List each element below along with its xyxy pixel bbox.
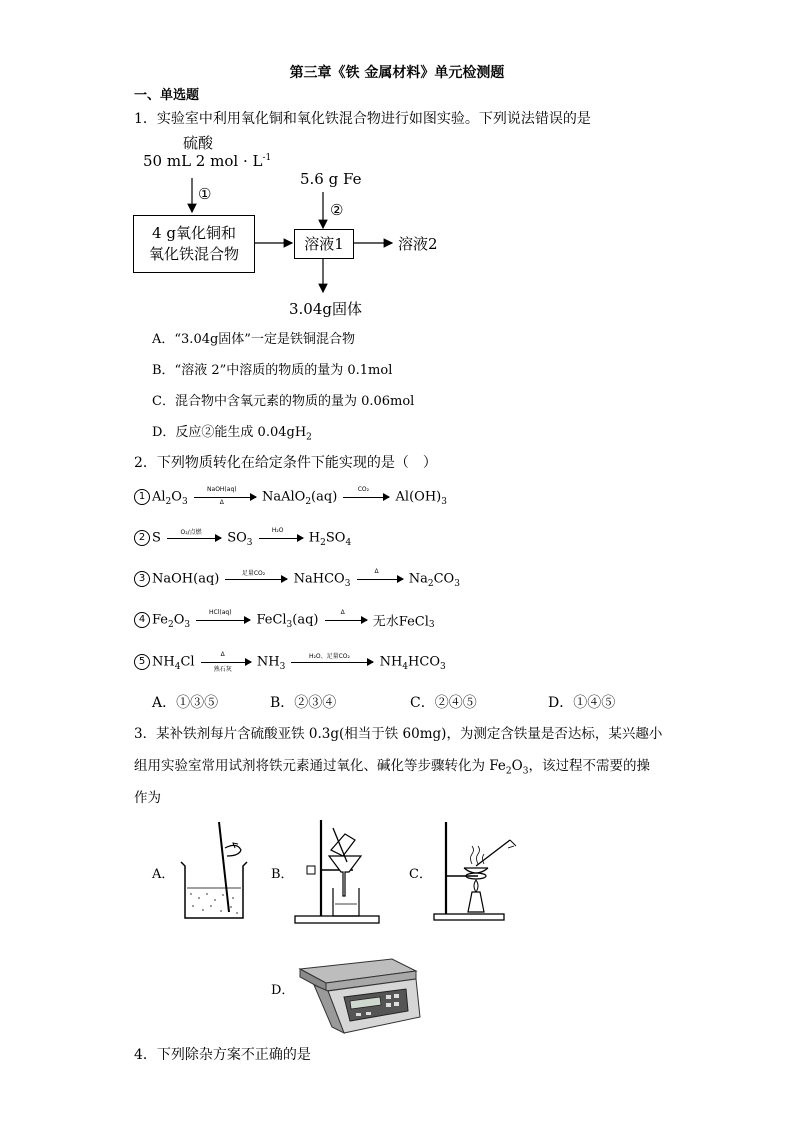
reaction-2: 2 S O₂/点燃 $SO_3$ H₂O $H_2SO_4$ xyxy=(134,528,351,550)
reaction-5-number: 5 xyxy=(134,654,150,670)
q2-choice-c: C．②④⑤ xyxy=(410,695,477,711)
filtration-illustration xyxy=(293,818,383,928)
solution1-box: 溶液1 xyxy=(294,229,354,259)
reaction-1-arrow-1: NaOH(aq) Δ xyxy=(194,487,256,507)
diagram-arrows xyxy=(0,0,794,330)
solid-label: 3.04g固体 xyxy=(289,300,363,318)
reagent1-amount: 50 mL 2 mol · $L^{-1}$ xyxy=(143,152,272,170)
reaction-4: 4 $Fe_2O_3$ HCl(aq) FeCl$_3$(aq) Δ 无水FeCl$_3$ xyxy=(134,610,435,632)
reaction-3-arrow-2: Δ xyxy=(357,569,403,589)
question-1-stem: 1．实验室中利用氧化铜和氧化铁混合物进行如图实验。下列说法错误的是 xyxy=(134,111,591,127)
q3-label-d: D． xyxy=(271,983,295,998)
page-title: 第三章《铁 金属材料》单元检测题 xyxy=(289,65,505,81)
q2-choice-d: D．①④⑤ xyxy=(548,695,616,711)
question-4-stem: 4．下列除杂方案不正确的是 xyxy=(134,1047,311,1063)
reaction-1-arrow-2: CO₂ xyxy=(343,487,389,507)
electronic-balance-illustration xyxy=(292,955,422,1037)
step2-marker: ② xyxy=(330,201,344,219)
q1-option-b: B．“溶液 2”中溶质的物质的量为 0.1mol xyxy=(152,363,393,378)
reaction-5-arrow-1: Δ 熟石灰 xyxy=(201,652,251,672)
q2-choice-b: B．②③④ xyxy=(270,695,337,711)
reaction-4-arrow-2: Δ xyxy=(325,610,367,630)
reaction-4-number: 4 xyxy=(134,612,150,628)
question-3-line3: 作为 xyxy=(134,790,161,806)
mixture-box xyxy=(133,215,255,273)
q1-option-c: C．混合物中含氧元素的物质的量为 0.06mol xyxy=(152,394,415,409)
reaction-4-arrow-1: HCl(aq) xyxy=(196,610,250,630)
reaction-1: 1 $Al_2O_3$ NaOH(aq) Δ NaAlO$_2$(aq) CO₂ $Al(OH)_3$ xyxy=(134,487,447,509)
question-2-stem: 2．下列物质转化在给定条件下能实现的是（ ） xyxy=(134,455,437,471)
q1-option-d: D．反应②能生成 $0.04gH_2$ xyxy=(152,425,312,443)
solution2-label: 溶液2 xyxy=(398,235,438,253)
mixture-box-line1: 4 g氧化铜和 xyxy=(152,224,236,242)
evaporation-illustration xyxy=(432,818,522,928)
reaction-3: 3 NaOH(aq) 足量CO₂ NaHCO$_3$ Δ $Na_2CO_3$ xyxy=(134,569,460,591)
reaction-3-arrow-1: 足量CO₂ xyxy=(225,569,287,589)
q1-option-a: A．“3.04g固体”一定是铁铜混合物 xyxy=(152,332,355,347)
q3-label-c: C． xyxy=(409,867,432,882)
reaction-5: 5 $NH_4Cl$ Δ 熟石灰 $NH_3$ H₂O、足量CO₂ $NH_4HCO_3$ xyxy=(134,652,446,674)
q3-label-b: B． xyxy=(271,867,294,882)
reagent2-label: 5.6 g Fe xyxy=(300,170,362,188)
section-heading: 一、单选题 xyxy=(134,88,200,103)
reagent1-name: 硫酸 xyxy=(183,134,214,152)
beaker-stirring-illustration xyxy=(175,818,255,928)
reaction-5-arrow-2: H₂O、足量CO₂ xyxy=(291,652,373,672)
question-3-line2: 组用实验室常用试剂将铁元素通过氧化、碱化等步骤转化为 $Fe_2O_3$，该过程不需要的操 xyxy=(134,758,650,777)
reaction-2-arrow-2: H₂O xyxy=(259,528,303,548)
q3-label-a: A． xyxy=(152,867,175,882)
q2-choice-a: A．①③⑤ xyxy=(152,695,219,711)
reaction-2-arrow-1: O₂/点燃 xyxy=(167,528,221,548)
reaction-3-number: 3 xyxy=(134,571,150,587)
step1-marker: ① xyxy=(198,185,212,203)
question-3-line1: 3．某补铁剂每片含硫酸亚铁 0.3g(相当于铁 60mg)，为测定含铁量是否达标，某兴趣小 xyxy=(134,726,663,742)
reaction-2-number: 2 xyxy=(134,530,150,546)
reaction-1-number: 1 xyxy=(134,489,150,505)
mixture-box-line2: 氧化铁混合物 xyxy=(148,245,239,263)
